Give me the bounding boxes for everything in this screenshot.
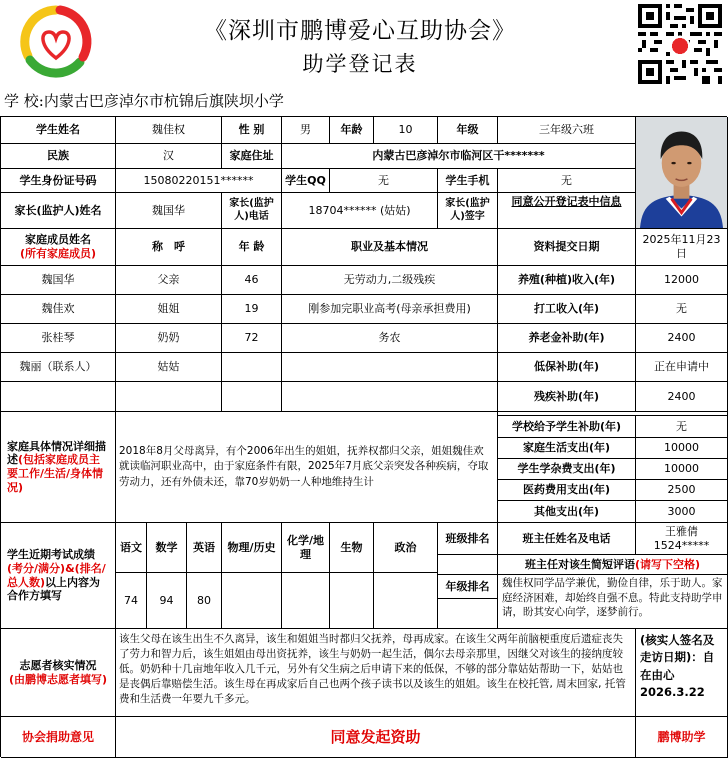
volunteer-label-note: (由鹏博志愿者填写) xyxy=(8,672,108,686)
gender: 男 xyxy=(282,117,330,144)
school-name: 内蒙古巴彦淖尔市杭锦后旗陕坝小学 xyxy=(43,92,284,110)
subject-score xyxy=(374,573,438,629)
subject-header: 英语 xyxy=(187,523,222,573)
family-member-name: 张桂琴 xyxy=(1,324,116,353)
family-name-header-text: 家庭成员姓名 xyxy=(25,233,91,247)
page-subtitle: 助学登记表 xyxy=(302,52,418,76)
situation-label-text: 家庭具体情况详细描述 xyxy=(7,439,106,467)
class-rank-label: 班级排名 xyxy=(438,523,498,555)
exam-label xyxy=(1,523,116,629)
subject-header: 化学/地理 xyxy=(282,523,330,573)
subject-header: 语文 xyxy=(116,523,147,573)
finance-label: 养殖(种植)收入(年) xyxy=(498,266,636,295)
family-member-job: 无劳动力,二级残疾 xyxy=(282,266,498,295)
subject-header: 物理/历史 xyxy=(222,523,282,573)
finance-label: 学生学杂费支出(年) xyxy=(498,459,636,480)
teacher-comment: 魏佳权同学品学兼优，勤俭自律，乐于助人。家庭经济困难，却始终自强不息。特此支持助学申请，盼其安心向学，逐梦前行。 xyxy=(498,575,728,629)
verifier-label: (核实人签名及走访日期)： xyxy=(640,633,715,665)
finance-label: 其他支出(年) xyxy=(498,501,636,523)
family-member-name: 魏丽（联系人） xyxy=(1,353,116,382)
school-label: 学 校: xyxy=(4,92,44,110)
subject-score xyxy=(330,573,374,629)
comment-label-text: 班主任对该生简短评语 xyxy=(524,557,635,571)
school-line xyxy=(4,90,284,111)
grade: 三年级六班 xyxy=(498,117,636,144)
guardian-phone: 18704****** (姑姑) xyxy=(282,193,438,229)
subject-score: 74 xyxy=(116,573,147,629)
student-photo xyxy=(636,117,728,229)
finance-value: 12000 xyxy=(636,266,728,295)
family-member-age: 19 xyxy=(222,295,282,324)
address: 内蒙古巴彦淖尔市临河区干******* xyxy=(282,144,636,169)
subject-score: 80 xyxy=(187,573,222,629)
qq-label: 学生QQ xyxy=(282,169,330,193)
situation-text: 2018年8月父母离异，有个2006年出生的姐姐，抚养权都归父亲，姐姐魏佳欢就读临河职业高中，由于家庭条件有限，2025年7月底父亲突发各种疾病，夺取劳动力，还有外债未还，靠70岁奶奶一人种地维持生计 xyxy=(116,412,498,523)
finance-value: 10000 xyxy=(636,438,728,459)
exam-label-text: 学生近期考试成绩 xyxy=(7,548,95,561)
family-member-relation: 姑姑 xyxy=(116,353,222,382)
family-member-job: 务农 xyxy=(282,324,498,353)
student-name: 魏佳权 xyxy=(116,117,222,144)
subject-score xyxy=(282,573,330,629)
family-member-age xyxy=(222,382,282,412)
association-logo xyxy=(18,4,94,80)
grade-rank-value xyxy=(438,599,498,629)
teacher-contact: 王雅倩1524***** xyxy=(636,523,728,555)
consent-signature xyxy=(498,193,636,229)
qr-code xyxy=(638,4,722,84)
verify-date: 2026.3.22 xyxy=(640,684,705,699)
teacher-label: 班主任姓名及电话 xyxy=(498,523,636,555)
class-rank-value xyxy=(438,555,498,575)
finance-value: 2400 xyxy=(636,324,728,353)
gender-label: 性 别 xyxy=(222,117,282,144)
ethnicity-label: 民族 xyxy=(1,144,116,169)
finance-value: 2025年11月23日 xyxy=(636,229,728,266)
finance-label: 家庭生活支出(年) xyxy=(498,438,636,459)
page-title: 《深圳市鹏博爱心互助协会》 xyxy=(204,18,516,44)
finance-label: 残疾补助(年) xyxy=(498,382,636,412)
family-member-relation: 父亲 xyxy=(116,266,222,295)
family-member-job: 刚参加完职业高考(母亲承担费用) xyxy=(282,295,498,324)
guardian-name: 魏国华 xyxy=(116,193,222,229)
family-member-relation: 姐姐 xyxy=(116,295,222,324)
subject-header: 生物 xyxy=(330,523,374,573)
situation-label xyxy=(1,412,116,523)
id-label: 学生身份证号码 xyxy=(1,169,116,193)
finance-value: 2500 xyxy=(636,480,728,501)
volunteer-label xyxy=(1,629,116,717)
verifier-box xyxy=(636,629,728,717)
subject-header: 政治 xyxy=(374,523,438,573)
family-member-job xyxy=(282,382,498,412)
grade-label: 年级 xyxy=(438,117,498,144)
subject-score xyxy=(222,573,282,629)
exam-label-tail: 以上内容为合作方填写 xyxy=(7,575,101,603)
registration-table xyxy=(0,116,727,757)
subject-score: 94 xyxy=(147,573,187,629)
phone: 无 xyxy=(498,169,636,193)
finance-value: 2400 xyxy=(636,382,728,412)
family-member-age: 72 xyxy=(222,324,282,353)
guardian-phone-label: 家长(监护人)电话 xyxy=(222,193,282,229)
finance-label: 资料提交日期 xyxy=(498,229,636,266)
grade-rank-label: 年级排名 xyxy=(438,575,498,599)
family-member-age xyxy=(222,353,282,382)
guardian-label: 家长(监护人)姓名 xyxy=(1,193,116,229)
finance-value: 10000 xyxy=(636,459,728,480)
finance-label: 低保补助(年) xyxy=(498,353,636,382)
ethnicity: 汉 xyxy=(116,144,222,169)
family-member-relation: 奶奶 xyxy=(116,324,222,353)
job-header: 职业及基本情况 xyxy=(282,229,498,266)
relation-header: 称 呼 xyxy=(116,229,222,266)
phone-label: 学生手机 xyxy=(438,169,498,193)
volunteer-text: 该生父母在该生出生不久离异，该生和姐姐当时都归父抚养，母再成家。在该生父两年前脑梗重度后遗症丧失了劳力和智力后，该生姐姐由母出资抚养，该生与奶奶一起生活，偶尔去母亲那里，因继父对该生的接纳度较低。奶奶种十几亩地年收入几千元，另外有父生病之后申请下来的低保，不够的部分靠姑姑帮助一下，姑姑也是丧偶后靠赔偿生活。该生母在再成家后自己也两个孩子读书以及该生的姐姐。该生在校托管, 周末回家, 托管费和生活费一年要九千多元。 xyxy=(116,629,636,717)
finance-label: 学校给予学生补助(年) xyxy=(498,416,636,438)
student-name-label: 学生姓名 xyxy=(1,117,116,144)
family-member-name xyxy=(1,382,116,412)
family-member-name: 魏国华 xyxy=(1,266,116,295)
age: 10 xyxy=(374,117,438,144)
finance-value: 无 xyxy=(636,416,728,438)
finance-label: 打工收入(年) xyxy=(498,295,636,324)
student-id: 15080220151****** xyxy=(116,169,282,193)
donation-opinion: 同意发起资助 xyxy=(116,717,636,758)
comment-label-note: (请写下空格) xyxy=(634,557,701,571)
finance-value: 正在申请中 xyxy=(636,353,728,382)
subject-header: 数学 xyxy=(147,523,187,573)
family-member-relation xyxy=(116,382,222,412)
family-member-age: 46 xyxy=(222,266,282,295)
age-header: 年 龄 xyxy=(222,229,282,266)
verifier-name: 自在由心 xyxy=(640,650,715,682)
qq: 无 xyxy=(330,169,438,193)
finance-label: 养老金补助(年) xyxy=(498,324,636,353)
exam-label-note: (考分/满分)&(排名/总人数) xyxy=(7,561,106,589)
address-label: 家庭住址 xyxy=(222,144,282,169)
volunteer-label-text: 志愿者核实情况 xyxy=(19,658,97,672)
finance-value: 无 xyxy=(636,295,728,324)
finance-value: 3000 xyxy=(636,501,728,523)
comment-label xyxy=(498,555,728,575)
donation-opinion-label: 协会捐助意见 xyxy=(1,717,116,758)
guardian-sign-label: 家长(监护人)签字 xyxy=(438,193,498,229)
situation-label-note: (包括家庭成员主要工作/生活/身体情况) xyxy=(7,453,104,494)
family-member-name: 魏佳欢 xyxy=(1,295,116,324)
family-name-header-note: (所有家庭成员) xyxy=(19,247,97,260)
family-member-job xyxy=(282,353,498,382)
family-name-header xyxy=(1,229,116,266)
finance-label: 医药费用支出(年) xyxy=(498,480,636,501)
age-label: 年龄 xyxy=(330,117,374,144)
program-name: 鹏博助学 xyxy=(636,717,728,758)
consent-text: 同意公开登记表中信息 xyxy=(511,195,622,208)
